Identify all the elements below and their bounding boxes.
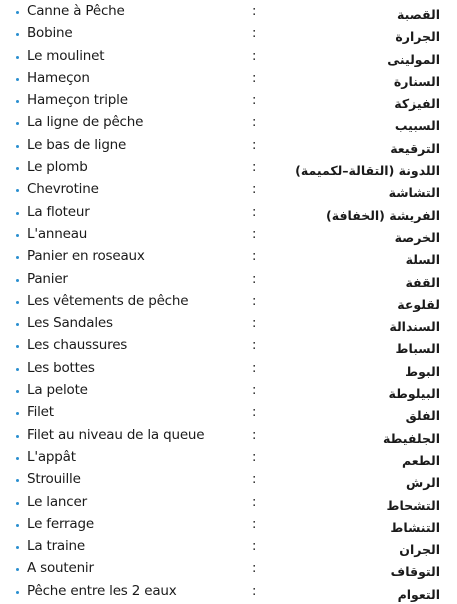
french-term: Le ferrage [27,515,94,532]
separator-colon: : [252,449,257,465]
arabic-term: المولينى [387,51,440,67]
bullet-dot-icon [16,479,19,482]
separator-colon: : [252,4,257,19]
separator-colon: : [252,271,257,287]
french-term: Filet [27,404,54,421]
bullet-dot-icon [16,78,19,81]
bullet-dot-icon [16,568,19,571]
arabic-term: الخرصة [394,229,440,245]
french-term: Panier [27,270,68,287]
french-term: A soutenir [27,560,94,577]
glossary-row [0,112,457,134]
bullet-dot-icon [16,390,19,393]
bullet-dot-icon [16,301,19,304]
arabic-term: التشاشة [388,185,440,201]
bullet-dot-icon [16,100,19,103]
arabic-term: الفلق [405,408,440,424]
arabic-term: السندالة [389,319,440,335]
glossary-row [0,23,457,45]
french-term: Hameçon [27,69,90,86]
arabic-term: الجرارة [395,29,440,45]
bullet-dot-icon [16,33,19,36]
separator-colon: : [252,516,257,532]
french-term: L'anneau [27,225,88,242]
french-term: Strouille [27,471,81,488]
arabic-term: التنشاط [390,519,440,535]
bullet-dot-icon [16,435,19,438]
arabic-term: القفة [405,274,440,290]
french-term: La pelote [27,382,88,399]
french-term: Hameçon triple [27,92,128,109]
bullet-dot-icon [16,145,19,148]
french-term: Pêche entre les 2 eaux [27,582,177,599]
arabic-term: لقلوعة [397,296,440,312]
french-term: La floteur [27,203,90,220]
separator-colon: : [252,204,257,220]
separator-colon: : [252,338,257,354]
french-term: Les vêtements de pêche [27,292,189,309]
bullet-dot-icon [16,256,19,259]
separator-colon: : [252,427,257,443]
glossary-row [0,313,457,335]
bullet-dot-icon [16,56,19,59]
bullet-dot-icon [16,11,19,14]
glossary-row [0,157,457,179]
arabic-term: السنارة [393,73,440,89]
french-term: Les Sandales [27,315,113,332]
bullet-dot-icon [16,546,19,549]
arabic-term: الفريشة (الخفافة) [326,207,440,223]
arabic-term: التعوام [397,586,440,602]
bullet-dot-icon [16,323,19,326]
arabic-term: الجران [399,542,440,558]
french-term: Le lancer [27,493,87,510]
bullet-dot-icon [16,457,19,460]
glossary-row [0,425,457,447]
glossary-row [0,558,457,580]
glossary-row [0,224,457,246]
glossary-row [0,202,457,224]
arabic-term: الرش [405,475,440,491]
arabic-term: السباط [395,341,440,357]
separator-colon: : [252,316,257,332]
bullet-dot-icon [16,189,19,192]
arabic-term: الجلفيطة [383,430,440,446]
bullet-dot-icon [16,279,19,282]
separator-colon: : [252,539,257,555]
glossary-row [0,179,457,201]
separator-colon: : [252,160,257,176]
glossary-row [0,68,457,90]
separator-colon: : [252,472,257,488]
glossary-list [0,1,457,603]
separator-colon: : [252,383,257,399]
french-term: Les bottes [27,359,95,376]
french-term: Canne à Pêche [27,3,125,19]
arabic-term: القصبة [397,7,440,22]
bullet-dot-icon [16,212,19,215]
arabic-term: التشحاط [386,497,440,513]
french-term: Filet au niveau de la queue [27,426,205,443]
french-term: Chevrotine [27,181,99,198]
separator-colon: : [252,26,257,42]
french-term: Les chaussures [27,337,128,354]
glossary-row [0,335,457,357]
french-term: La traine [27,538,86,555]
bullet-dot-icon [16,167,19,170]
bullet-dot-icon [16,524,19,527]
bullet-dot-icon [16,122,19,125]
separator-colon: : [252,249,257,265]
glossary-row [0,291,457,313]
arabic-term: السبيب [394,118,440,134]
bullet-dot-icon [16,591,19,594]
glossary-row [0,492,457,514]
arabic-term: الطعم [401,452,440,468]
glossary-row [0,135,457,157]
french-term: L'appât [27,448,76,465]
bullet-dot-icon [16,234,19,237]
arabic-term: السلة [405,252,440,268]
glossary-row [0,90,457,112]
separator-colon: : [252,70,257,86]
bullet-dot-icon [16,502,19,505]
separator-colon: : [252,405,257,421]
glossary-row [0,246,457,268]
french-term: La ligne de pêche [27,114,144,131]
arabic-term: الفيزكة [394,96,440,112]
separator-colon: : [252,137,257,153]
glossary-row [0,469,457,491]
separator-colon: : [252,561,257,577]
french-term: Bobine [27,25,73,42]
glossary-row [0,46,457,68]
separator-colon: : [252,293,257,309]
separator-colon: : [252,115,257,131]
separator-colon: : [252,360,257,376]
glossary-row [0,269,457,291]
arabic-term: البوط [405,363,440,379]
glossary-row [0,1,457,23]
separator-colon: : [252,48,257,64]
glossary-row [0,536,457,558]
separator-colon: : [252,182,257,198]
arabic-term: الترقيعة [390,140,440,156]
separator-colon: : [252,583,257,599]
glossary-row [0,358,457,380]
glossary-row [0,447,457,469]
arabic-term: البيلوطة [388,386,440,402]
glossary-row [0,380,457,402]
bullet-dot-icon [16,345,19,348]
french-term: Le moulinet [27,47,105,64]
bullet-dot-icon [16,368,19,371]
separator-colon: : [252,226,257,242]
glossary-row [0,402,457,424]
french-term: Le plomb [27,159,88,176]
glossary-row [0,581,457,603]
french-term: Panier en roseaux [27,248,145,265]
arabic-term: التوقاف [390,564,440,580]
separator-colon: : [252,93,257,109]
glossary-row [0,514,457,536]
separator-colon: : [252,494,257,510]
french-term: Le bas de ligne [27,136,127,153]
bullet-dot-icon [16,412,19,415]
arabic-term: اللدونة (التقالة–لكميمة) [295,163,440,179]
